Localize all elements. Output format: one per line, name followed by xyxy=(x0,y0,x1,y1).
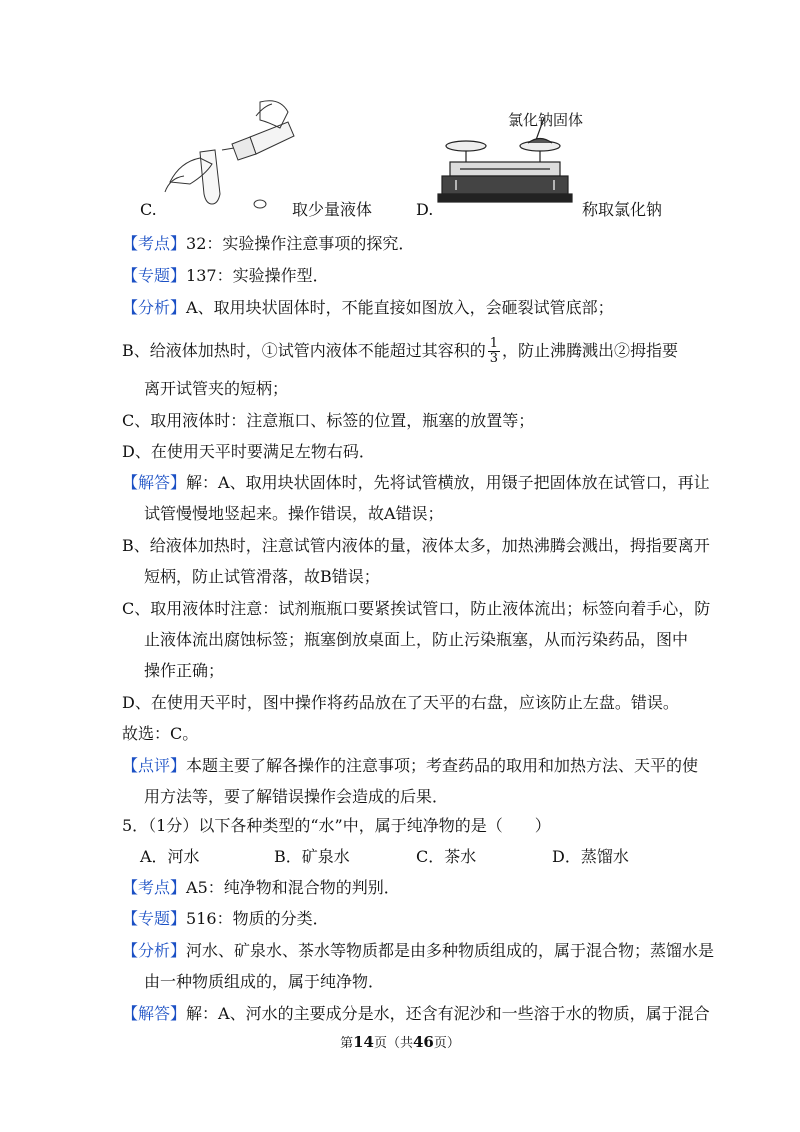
q5-zhuanti-line xyxy=(122,908,329,930)
q4-dianping2: 用方法等，要了解错误操作会造成的后果． xyxy=(144,787,449,806)
q4-dianping-line xyxy=(122,755,698,777)
q4-jieda-c3: 操作正确； xyxy=(144,661,225,680)
jieda-tag: 【解答】 xyxy=(122,1004,187,1023)
q5-jieda1: 解：A、河水的主要成分是水，还含有泥沙和一些溶于水的物质，属于混合 xyxy=(186,1004,710,1023)
q4-jieda-b2: 短柄，防止试管滑落，故B错误； xyxy=(144,567,380,586)
q4-fenxi-c: C、取用液体时：注意瓶口、标签的位置，瓶塞的放置等； xyxy=(122,411,535,430)
zhuanti-tag: 【专题】 xyxy=(122,266,187,285)
balance-label: 氯化钠固体 xyxy=(508,111,584,129)
q5-option-b: B．矿泉水 xyxy=(274,847,350,866)
q4-jieda-a1: 解：A、取用块状固体时，先将试管横放，用镊子把固体放在试管口，再让 xyxy=(186,473,710,492)
q5-option-c: C．茶水 xyxy=(416,847,477,866)
fenxi-tag: 【分析】 xyxy=(122,941,187,960)
q4-jieda-line xyxy=(122,472,710,494)
q4-jieda-d1: D、在使用天平时，图中操作将药品放在了天平的右盘，应该防止左盘。错误。 xyxy=(122,693,679,712)
option-d-letter: D. xyxy=(416,200,434,219)
q4-kaodian-text: 32：实验操作注意事项的探究． xyxy=(186,234,415,253)
q4-fenxi-line xyxy=(122,297,614,319)
q5-kaodian-text: A5：纯净物和混合物的判别． xyxy=(186,878,400,897)
q5-jieda-line xyxy=(122,1003,710,1025)
q4-dianping1: 本题主要了解各操作的注意事项；考查药品的取用和加热方法、天平的使 xyxy=(186,756,699,775)
q4-jieda-b1: B、给液体加热时，注意试管内液体的量，液体太多，加热沸腾会溅出，拇指要离开 xyxy=(122,536,710,555)
q4-zhuanti-text: 137：实验操作型． xyxy=(186,266,329,285)
fenxi-tag: 【分析】 xyxy=(122,298,187,317)
q5-option-d: D．蒸馏水 xyxy=(552,847,629,866)
page-footer: 第14页（共46页） xyxy=(340,1033,460,1051)
q5-fenxi1: 河水、矿泉水、茶水等物质都是由多种物质组成的，属于混合物；蒸馏水是 xyxy=(186,941,715,960)
option-c-letter: C. xyxy=(140,200,157,219)
q4-jieda-c1: C、取用液体时注意：试剂瓶瓶口要紧挨试管口，防止液体流出；标签向着手心，防 xyxy=(122,599,711,618)
jieda-tag: 【解答】 xyxy=(122,473,187,492)
q4-answer: 故选：C。 xyxy=(122,724,199,743)
q4-fenxi-text: A、取用块状固体时，不能直接如图放入，会砸裂试管底部； xyxy=(186,298,614,317)
q4-zhuanti-line xyxy=(122,265,329,287)
kaodian-tag: 【考点】 xyxy=(122,234,187,253)
q4-jieda-a2: 试管慢慢地竖起来。操作错误，故A错误； xyxy=(144,504,444,523)
q5-fenxi-line xyxy=(122,940,714,962)
dianping-tag: 【点评】 xyxy=(122,756,187,775)
balance-illustration xyxy=(436,118,576,210)
q4-kaodian-line xyxy=(122,233,414,255)
q5-option-a: A．河水 xyxy=(140,847,200,866)
q4-fenxi-b-pre: B、给液体加热时，①试管内液体不能超过其容积的 xyxy=(122,341,486,360)
total-pages: 46 xyxy=(413,1033,434,1051)
current-page-number: 14 xyxy=(353,1033,374,1051)
q4-fenxi-b-line xyxy=(122,337,678,366)
option-d-caption: 称取氯化钠 xyxy=(582,200,663,219)
option-c-caption: 取少量液体 xyxy=(292,200,373,219)
q5-zhuanti-text: 516：物质的分类． xyxy=(186,909,329,928)
zhuanti-tag: 【专题】 xyxy=(122,909,187,928)
fraction-one-third: $\frac{1}{3}$ xyxy=(489,336,499,366)
q4-fenxi-b-cont: 离开试管夹的短柄； xyxy=(144,379,289,398)
q4-jieda-c2: 止液体流出腐蚀标签；瓶塞倒放桌面上，防止污染瓶塞，从而污染药品，图中 xyxy=(144,630,689,649)
q5-stem: 5．（1分）以下各种类型的“水”中，属于纯净物的是（ ） xyxy=(122,816,551,835)
q4-fenxi-d: D、在使用天平时要满足左物右码． xyxy=(122,442,375,461)
q5-kaodian-line xyxy=(122,877,400,899)
q5-fenxi2: 由一种物质组成的，属于纯净物． xyxy=(144,972,385,991)
kaodian-tag: 【考点】 xyxy=(122,878,187,897)
pour-liquid-illustration xyxy=(160,92,300,212)
q4-fenxi-b-post: ，防止沸腾溅出②拇指要 xyxy=(502,341,679,360)
